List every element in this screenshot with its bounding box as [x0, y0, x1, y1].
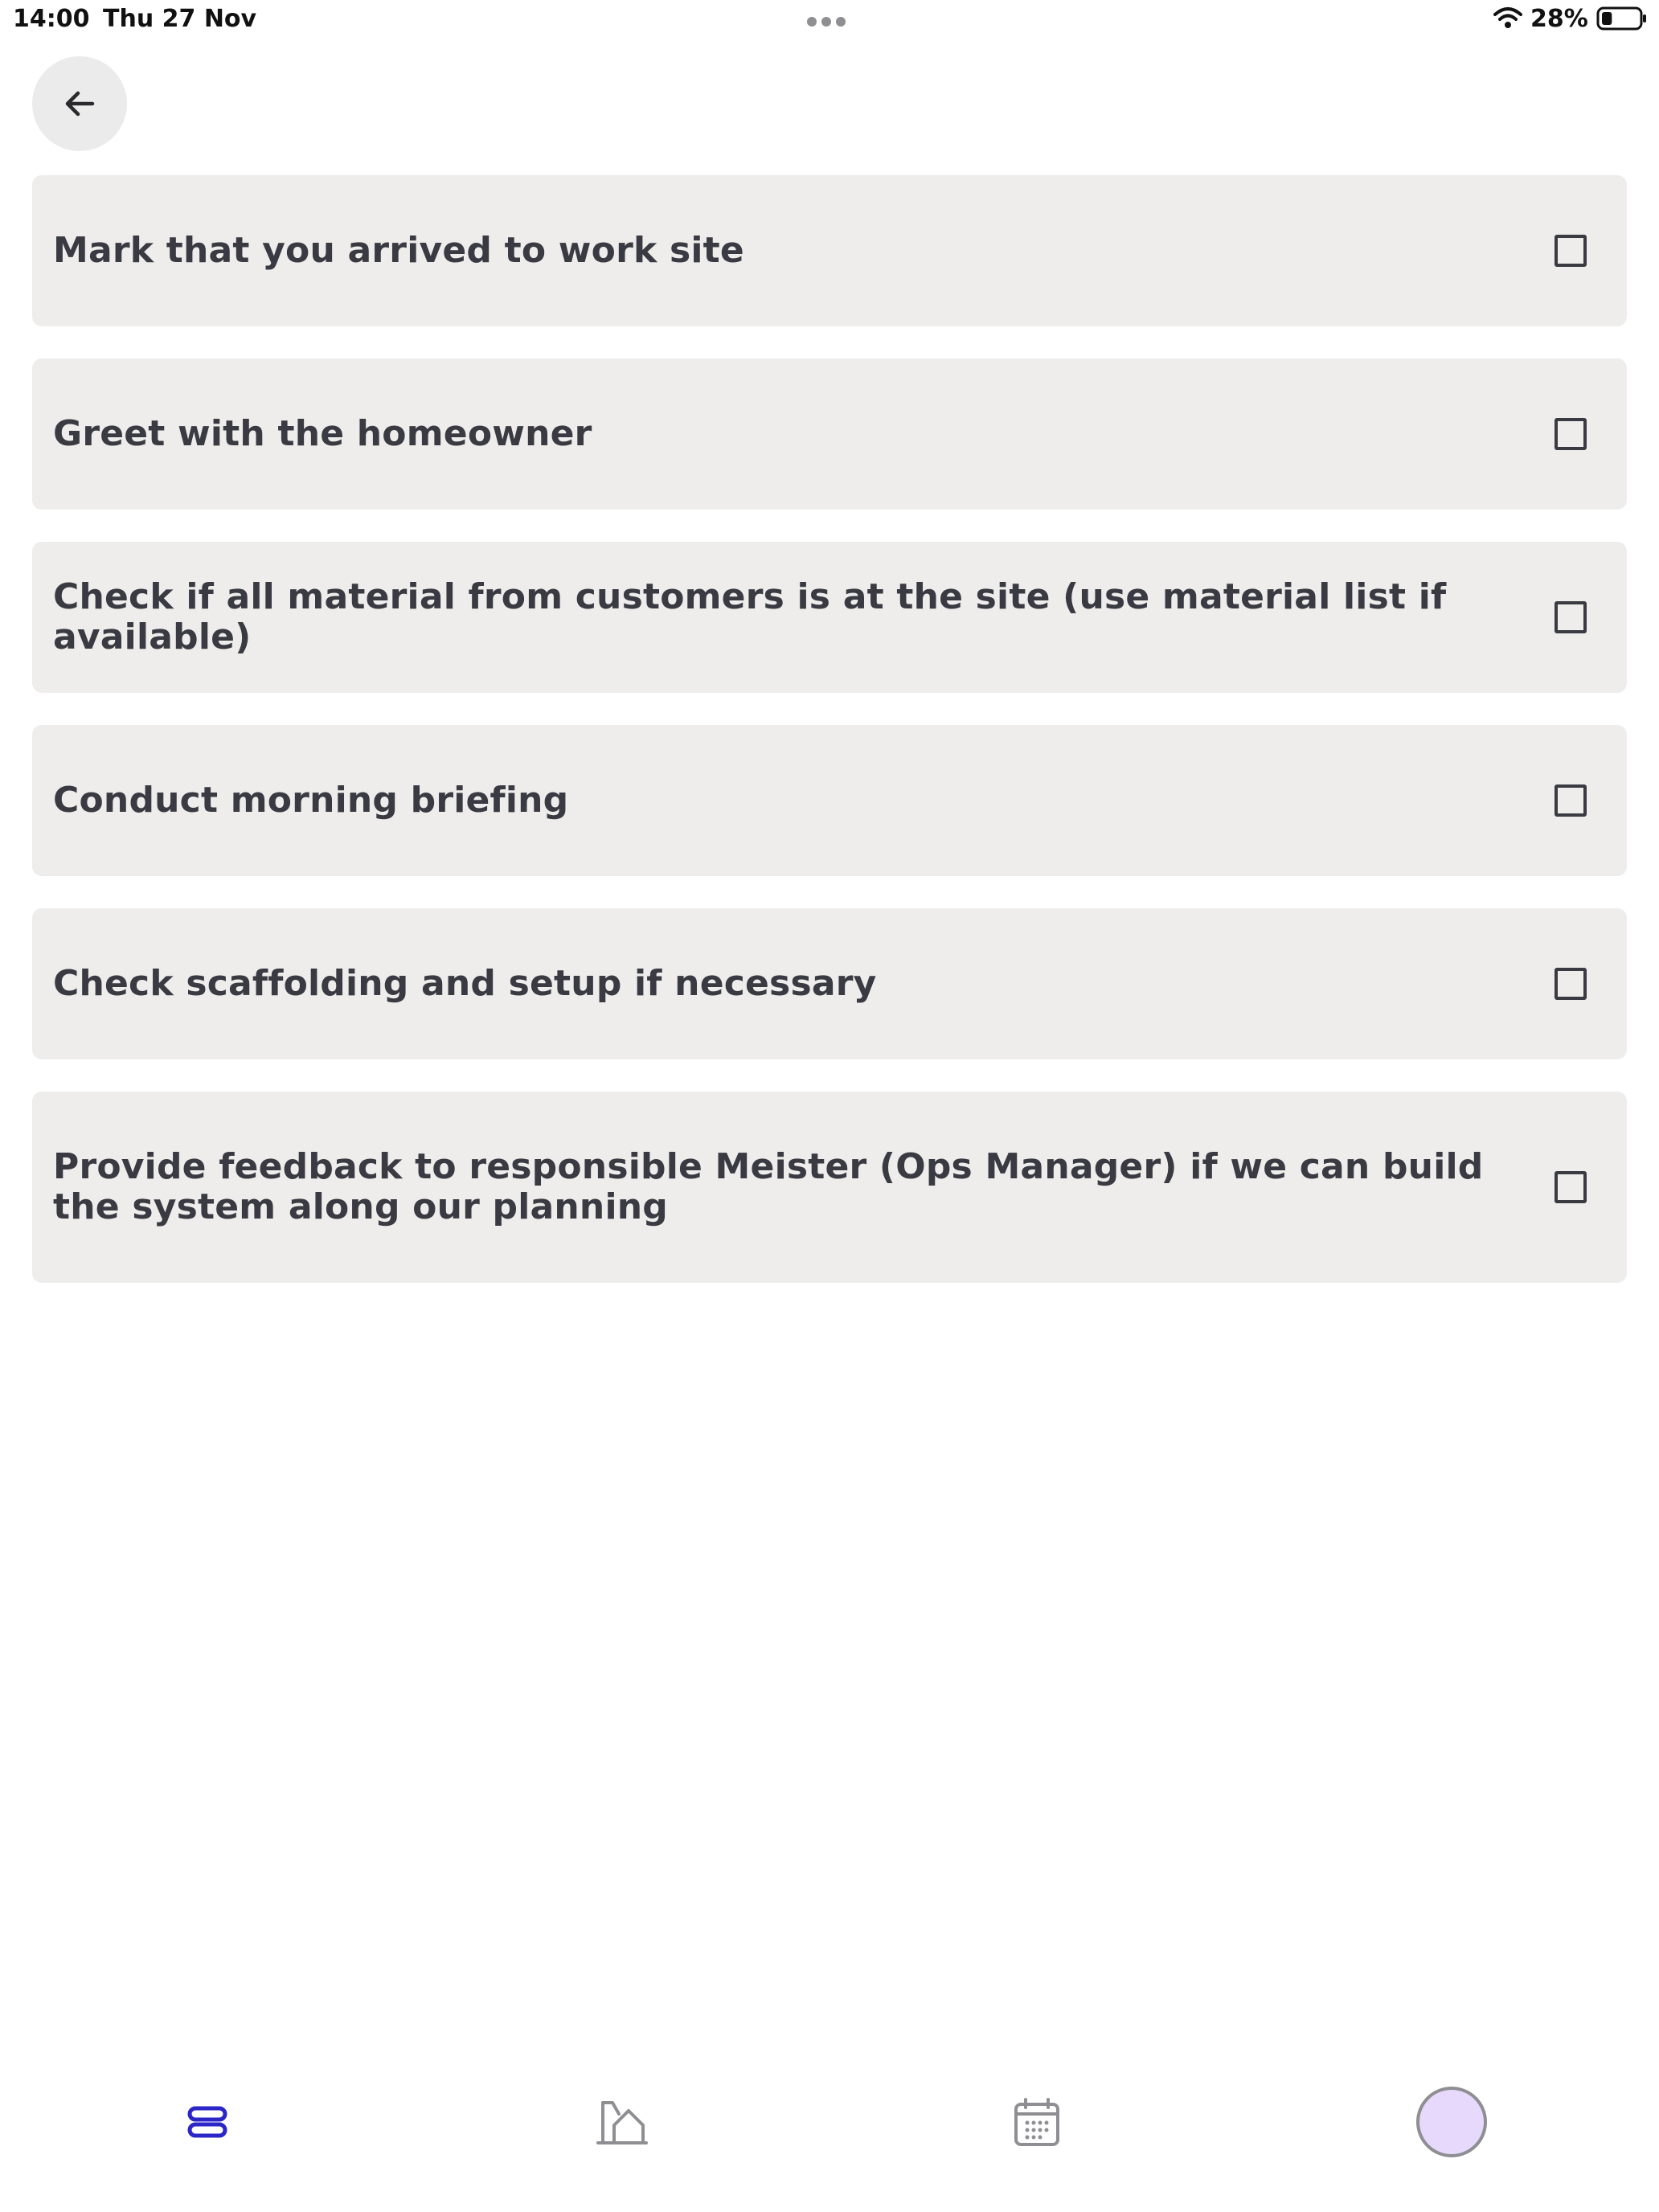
checkbox[interactable]	[1555, 418, 1587, 450]
calendar-icon	[1013, 2096, 1061, 2148]
checklist-item-label: Conduct morning briefing	[53, 780, 569, 821]
status-date: Thu 27 Nov	[103, 5, 257, 33]
checkbox[interactable]	[1555, 601, 1587, 633]
checklist-item[interactable]	[32, 358, 1627, 510]
battery-icon	[1596, 6, 1648, 31]
checkbox[interactable]	[1555, 1171, 1587, 1203]
checklist-item-label: Check if all material from customers is at the site (use material list if available)	[53, 576, 1447, 657]
nav-tab-calendar[interactable]	[989, 2058, 1085, 2186]
checklist-item[interactable]	[32, 542, 1627, 693]
nav-tab-profile[interactable]	[1403, 2058, 1500, 2186]
checklist-item-label: Mark that you arrived to work site	[53, 230, 744, 271]
nav-tab-sites[interactable]	[574, 2058, 670, 2186]
checklist-item[interactable]	[32, 1092, 1627, 1283]
checklist-item-label: Provide feedback to responsible Meister (Ops Manager) if we can build the system along our planning	[53, 1146, 1484, 1227]
checklist-item[interactable]	[32, 175, 1627, 326]
nav-tab-list[interactable]	[159, 2058, 256, 2186]
checkbox[interactable]	[1555, 968, 1587, 1000]
list-icon	[186, 2101, 228, 2143]
checklist-item-label: Check scaffolding and setup if necessary	[53, 963, 877, 1004]
checkbox[interactable]	[1555, 784, 1587, 817]
checklist-item[interactable]	[32, 725, 1627, 876]
status-time: 14:00	[13, 5, 90, 33]
avatar	[1416, 2087, 1487, 2157]
arrow-left-icon	[60, 84, 99, 123]
checkbox[interactable]	[1555, 235, 1587, 267]
bottom-nav	[0, 2058, 1659, 2186]
task-checklist	[32, 175, 1627, 1315]
back-button[interactable]	[32, 56, 127, 151]
more-dots-icon[interactable]	[807, 14, 852, 24]
checklist-item[interactable]	[32, 908, 1627, 1059]
sites-icon	[595, 2096, 649, 2148]
battery-percent: 28%	[1530, 5, 1588, 33]
checklist-item-label: Greet with the homeowner	[53, 413, 592, 454]
wifi-icon	[1493, 6, 1522, 29]
status-bar	[0, 0, 1659, 39]
